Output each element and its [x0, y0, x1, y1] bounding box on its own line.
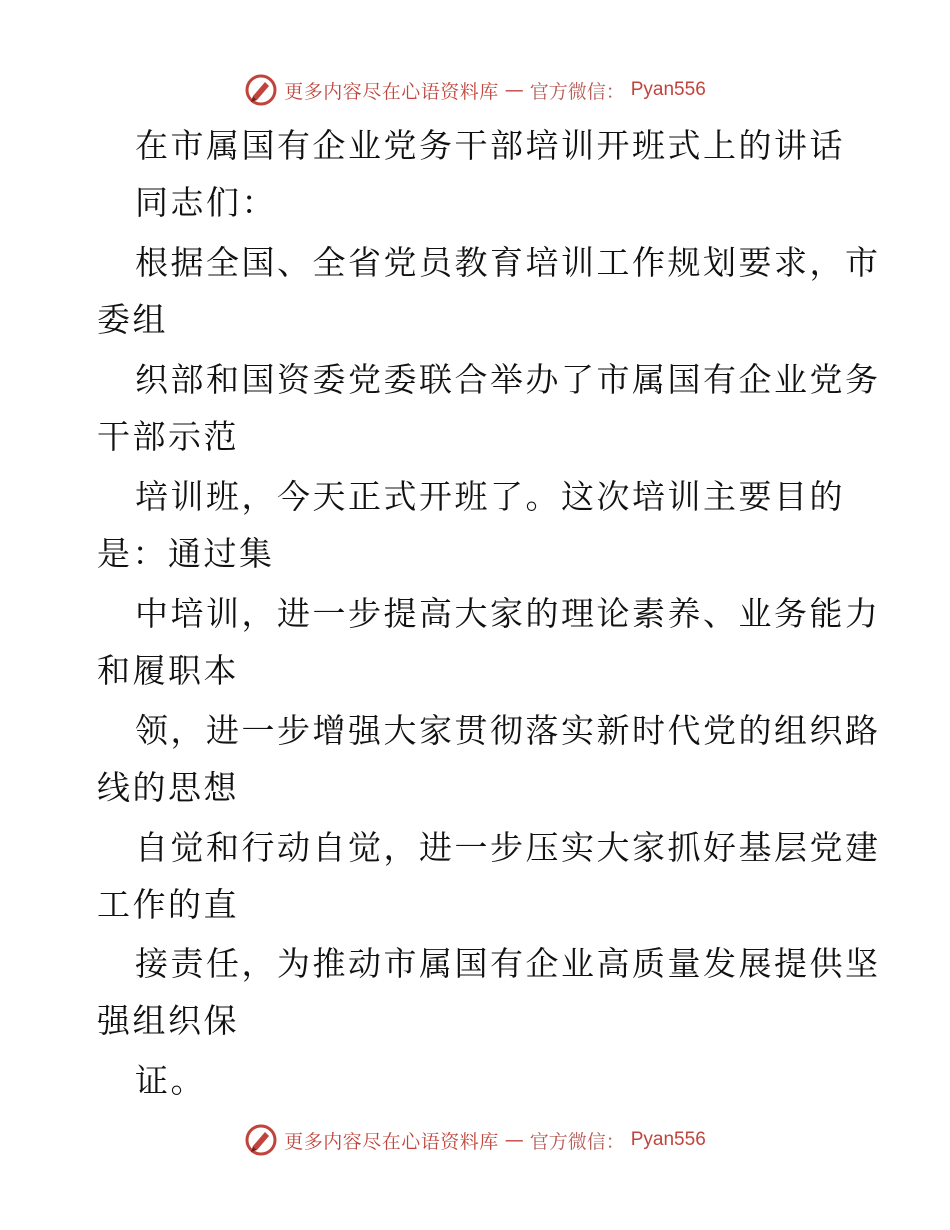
- document-title: 在市属国有企业党务干部培训开班式上的讲话: [135, 126, 845, 165]
- document-body: [0, 118, 950, 1108]
- watermark-dash: —: [504, 1129, 524, 1151]
- pen-seal-icon: [244, 73, 278, 107]
- body-line: 和履职本: [97, 651, 239, 690]
- body-line: 接责任，为推动市属国有企业高质量发展提供坚: [135, 944, 881, 983]
- watermark-handle: Pyan556: [630, 1129, 706, 1150]
- watermark-official: 官方微信：: [529, 1130, 625, 1153]
- body-line: 工作的直: [97, 885, 239, 924]
- body-line: 织部和国资委党委联合举办了市属国有企业党务: [135, 360, 881, 399]
- header-watermark: [0, 70, 950, 110]
- watermark-site: 更多内容尽在心语资料库: [284, 1130, 499, 1153]
- pen-seal-icon: [244, 1123, 278, 1157]
- body-line: 根据全国、全省党员教育培训工作规划要求，市: [135, 243, 881, 282]
- body-line: 中培训，进一步提高大家的理论素养、业务能力: [135, 594, 881, 633]
- watermark-site: 更多内容尽在心语资料库: [284, 80, 499, 103]
- body-line: 强组织保: [97, 1001, 239, 1040]
- footer-watermark: [0, 1120, 950, 1160]
- body-line: 线的思想: [97, 768, 239, 807]
- body-line: 委组: [97, 300, 168, 339]
- body-line: 自觉和行动自觉，进一步压实大家抓好基层党建: [135, 828, 881, 867]
- body-line: 是：通过集: [97, 534, 275, 573]
- watermark-official: 官方微信：: [529, 80, 625, 103]
- greeting: 同志们：: [135, 183, 277, 222]
- body-line: 干部示范: [97, 417, 239, 456]
- body-line: 领，进一步增强大家贯彻落实新时代党的组织路: [135, 711, 881, 750]
- watermark-dash: —: [504, 79, 524, 101]
- body-line: 培训班，今天正式开班了。这次培训主要目的: [135, 477, 845, 516]
- body-line: 证。: [135, 1061, 206, 1100]
- watermark-handle: Pyan556: [630, 79, 706, 100]
